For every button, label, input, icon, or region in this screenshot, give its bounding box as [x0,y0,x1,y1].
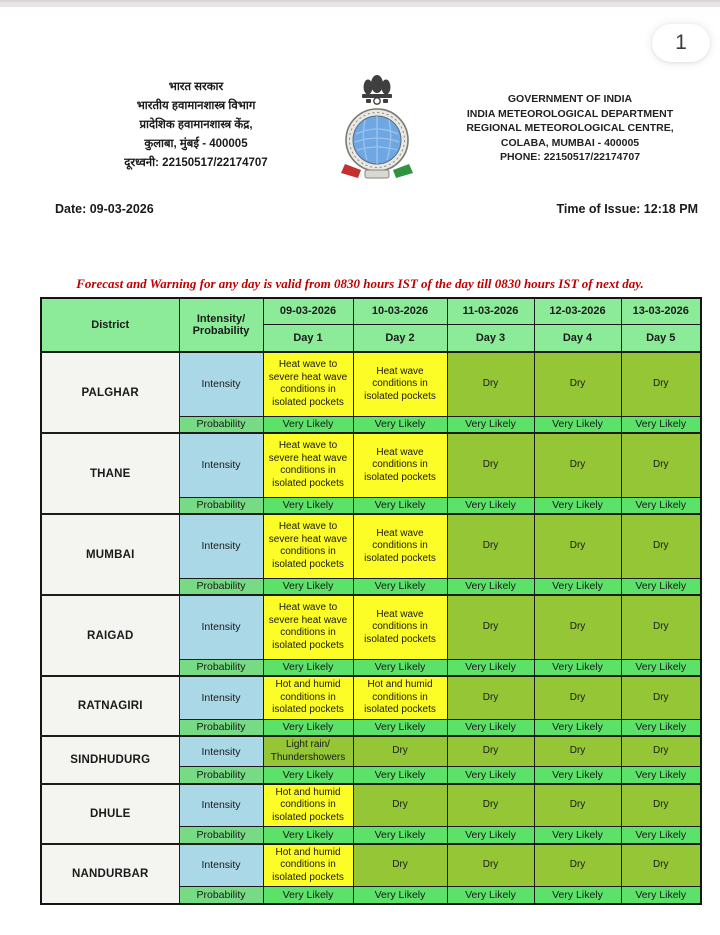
probability-cell-day3: Very Likely [447,887,534,904]
english-line: REGIONAL METEOROLOGICAL CENTRE, [466,122,674,134]
intensity-cell-day3: Dry [447,433,534,497]
day-header-4: Day 4 [534,324,621,352]
date-header-day5: 13-03-2026 [621,298,701,324]
intensity-label-cell: Intensity [179,514,263,578]
hindi-line: भारतीय हवामानशास्त्र विभाग [136,100,256,112]
district-name: NANDURBAR [41,844,179,904]
viewer-top-edge [0,0,720,7]
probability-label-cell: Probability [179,416,263,433]
probability-label-cell: Probability [179,578,263,595]
probability-cell-day2: Very Likely [353,659,447,676]
validity-notice: Forecast and Warning for any day is valid from 0830 hours IST of the day till 0830 hours IST of next day. [76,276,644,291]
probability-cell-day5: Very Likely [621,497,701,514]
probability-cell-day4: Very Likely [534,827,621,844]
english-line: COLABA, MUMBAI - 400005 [500,136,640,149]
ribbon-left [341,164,361,178]
intensity-cell-day1: Light rain/ Thundershowers [263,736,353,767]
probability-cell-day3: Very Likely [447,659,534,676]
imd-emblem-icon [331,72,423,190]
intensity-cell-day4: Dry [534,676,621,719]
intensity-cell-day1: Heat wave to severe heat wave conditions in isolated pockets [263,514,353,578]
intensity-cell-day5: Dry [621,352,701,416]
probability-cell-day3: Very Likely [447,719,534,736]
hindi-line: प्रादेशिक हवामानशास्त्र केंद्र, [139,119,253,131]
intensity-cell-day3: Dry [447,844,534,887]
probability-cell-day5: Very Likely [621,578,701,595]
probability-cell-day3: Very Likely [447,416,534,433]
probability-cell-day1: Very Likely [263,416,353,433]
district-name: RATNAGIRI [41,676,179,736]
intensity-cell-day4: Dry [534,433,621,497]
issue-date: Date: 09-03-2026 [55,202,154,216]
probability-cell-day3: Very Likely [447,767,534,784]
probability-label-cell: Probability [179,887,263,904]
page-number-badge [652,24,710,62]
probability-cell-day1: Very Likely [263,659,353,676]
english-line: PHONE: 22150517/22174707 [499,151,641,163]
intensity-cell-day3: Dry [447,595,534,659]
intensity-cell-day3: Dry [447,514,534,578]
district-row-mumbai [41,514,701,578]
probability-cell-day2: Very Likely [353,827,447,844]
district-row-nandurbar [41,844,701,887]
intensity-cell-day3: Dry [447,784,534,827]
intensity-cell-day5: Dry [621,433,701,497]
intensity-label-cell: Intensity [179,352,263,416]
district-name: PALGHAR [41,352,179,433]
intensity-cell-day4: Dry [534,514,621,578]
hindi-line: कुलाबा, मुंबई - 400005 [144,138,248,150]
probability-cell-day2: Very Likely [353,767,447,784]
intensity-cell-day2: Heat wave conditions in isolated pockets [353,595,447,659]
day-header-2: Day 2 [353,324,447,352]
intensity-cell-day4: Dry [534,352,621,416]
intensity-cell-day5: Dry [621,676,701,719]
day-header-3: Day 3 [447,324,534,352]
intensity-cell-day2: Hot and humid conditions in isolated pockets [353,676,447,719]
probability-cell-day2: Very Likely [353,497,447,514]
district-name: SINDHUDURG [41,736,179,784]
probability-cell-day4: Very Likely [534,578,621,595]
intensity-cell-day4: Dry [534,784,621,827]
probability-cell-day3: Very Likely [447,578,534,595]
intensity-cell-day2: Dry [353,736,447,767]
district-name: RAIGAD [41,595,179,676]
intensity-cell-day1: Heat wave to severe heat wave conditions in isolated pockets [263,352,353,416]
probability-cell-day2: Very Likely [353,578,447,595]
hindi-line: दूरध्वनी: 22150517/22174707 [124,157,268,169]
intensity-cell-day1: Hot and humid conditions in isolated pockets [263,784,353,827]
probability-cell-day1: Very Likely [263,887,353,904]
intensity-cell-day2: Heat wave conditions in isolated pockets [353,514,447,578]
intensity-cell-day5: Dry [621,844,701,887]
forecast-table [40,297,702,905]
district-row-palghar [41,352,701,416]
intensity-label-cell: Intensity [179,676,263,719]
intensity-label-cell: Intensity [179,433,263,497]
intensity-cell-day5: Dry [621,595,701,659]
intensity-label-cell: Intensity [179,736,263,767]
intensity-cell-day1: Hot and humid conditions in isolated pockets [263,844,353,887]
hindi-line: भारत सरकार [168,81,224,93]
district-row-ratnagiri [41,676,701,719]
probability-label-cell: Probability [179,659,263,676]
probability-cell-day1: Very Likely [263,827,353,844]
letterhead-english [432,92,708,165]
intensity-label-cell: Intensity [179,595,263,659]
forecast-tbody [41,352,701,904]
intensity-cell-day5: Dry [621,784,701,827]
date-header-day2: 10-03-2026 [353,298,447,324]
ashoka-emblem-icon [362,75,392,104]
intensity-cell-day3: Dry [447,352,534,416]
intensity-cell-day2: Heat wave conditions in isolated pockets [353,352,447,416]
probability-label-cell: Probability [179,497,263,514]
probability-cell-day2: Very Likely [353,719,447,736]
english-line: GOVERNMENT OF INDIA [507,93,633,105]
intensity-cell-day4: Dry [534,595,621,659]
district-row-sindhudurg [41,736,701,767]
probability-cell-day4: Very Likely [534,767,621,784]
page-number: 1 [675,31,687,54]
probability-cell-day2: Very Likely [353,416,447,433]
day-header-1: Day 1 [263,324,353,352]
probability-label-cell: Probability [179,827,263,844]
letterhead [0,72,720,197]
probability-cell-day1: Very Likely [263,497,353,514]
probability-cell-day5: Very Likely [621,887,701,904]
date-header-day4: 12-03-2026 [534,298,621,324]
probability-cell-day4: Very Likely [534,659,621,676]
probability-cell-day5: Very Likely [621,719,701,736]
intensity-cell-day2: Dry [353,844,447,887]
letterhead-hindi [58,78,334,173]
logo-banner [365,170,389,178]
intensity-cell-day1: Heat wave to severe heat wave conditions in isolated pockets [263,433,353,497]
district-row-raigad [41,595,701,659]
intensity-cell-day4: Dry [534,736,621,767]
probability-cell-day5: Very Likely [621,659,701,676]
probability-cell-day3: Very Likely [447,497,534,514]
district-name: THANE [41,433,179,514]
intensity-cell-day3: Dry [447,676,534,719]
intensity-cell-day1: Hot and humid conditions in isolated pockets [263,676,353,719]
imd-logo [331,72,423,190]
intensity-probability-header: Intensity/ Probability [179,298,263,352]
probability-cell-day3: Very Likely [447,827,534,844]
district-header: District [41,298,179,352]
probability-cell-day4: Very Likely [534,416,621,433]
district-name: MUMBAI [41,514,179,595]
probability-label-cell: Probability [179,767,263,784]
intensity-label-cell: Intensity [179,784,263,827]
probability-cell-day1: Very Likely [263,767,353,784]
intensity-cell-day2: Heat wave conditions in isolated pockets [353,433,447,497]
probability-cell-day4: Very Likely [534,719,621,736]
probability-cell-day5: Very Likely [621,416,701,433]
probability-cell-day5: Very Likely [621,767,701,784]
intensity-label-cell: Intensity [179,844,263,887]
date-header-day3: 11-03-2026 [447,298,534,324]
district-row-thane [41,433,701,497]
intensity-cell-day4: Dry [534,844,621,887]
district-name: DHULE [41,784,179,844]
probability-cell-day4: Very Likely [534,887,621,904]
probability-cell-day4: Very Likely [534,497,621,514]
ribbon-right [393,164,413,178]
issue-time: Time of Issue: 12:18 PM [556,202,698,216]
probability-label-cell: Probability [179,719,263,736]
probability-cell-day1: Very Likely [263,719,353,736]
day-header-5: Day 5 [621,324,701,352]
date-header-day1: 09-03-2026 [263,298,353,324]
probability-cell-day5: Very Likely [621,827,701,844]
english-line: INDIA METEOROLOGICAL DEPARTMENT [466,107,674,120]
intensity-cell-day2: Dry [353,784,447,827]
district-row-dhule [41,784,701,827]
probability-cell-day1: Very Likely [263,578,353,595]
probability-cell-day2: Very Likely [353,887,447,904]
intensity-cell-day3: Dry [447,736,534,767]
intensity-cell-day5: Dry [621,514,701,578]
intensity-cell-day5: Dry [621,736,701,767]
intensity-cell-day1: Heat wave to severe heat wave conditions in isolated pockets [263,595,353,659]
